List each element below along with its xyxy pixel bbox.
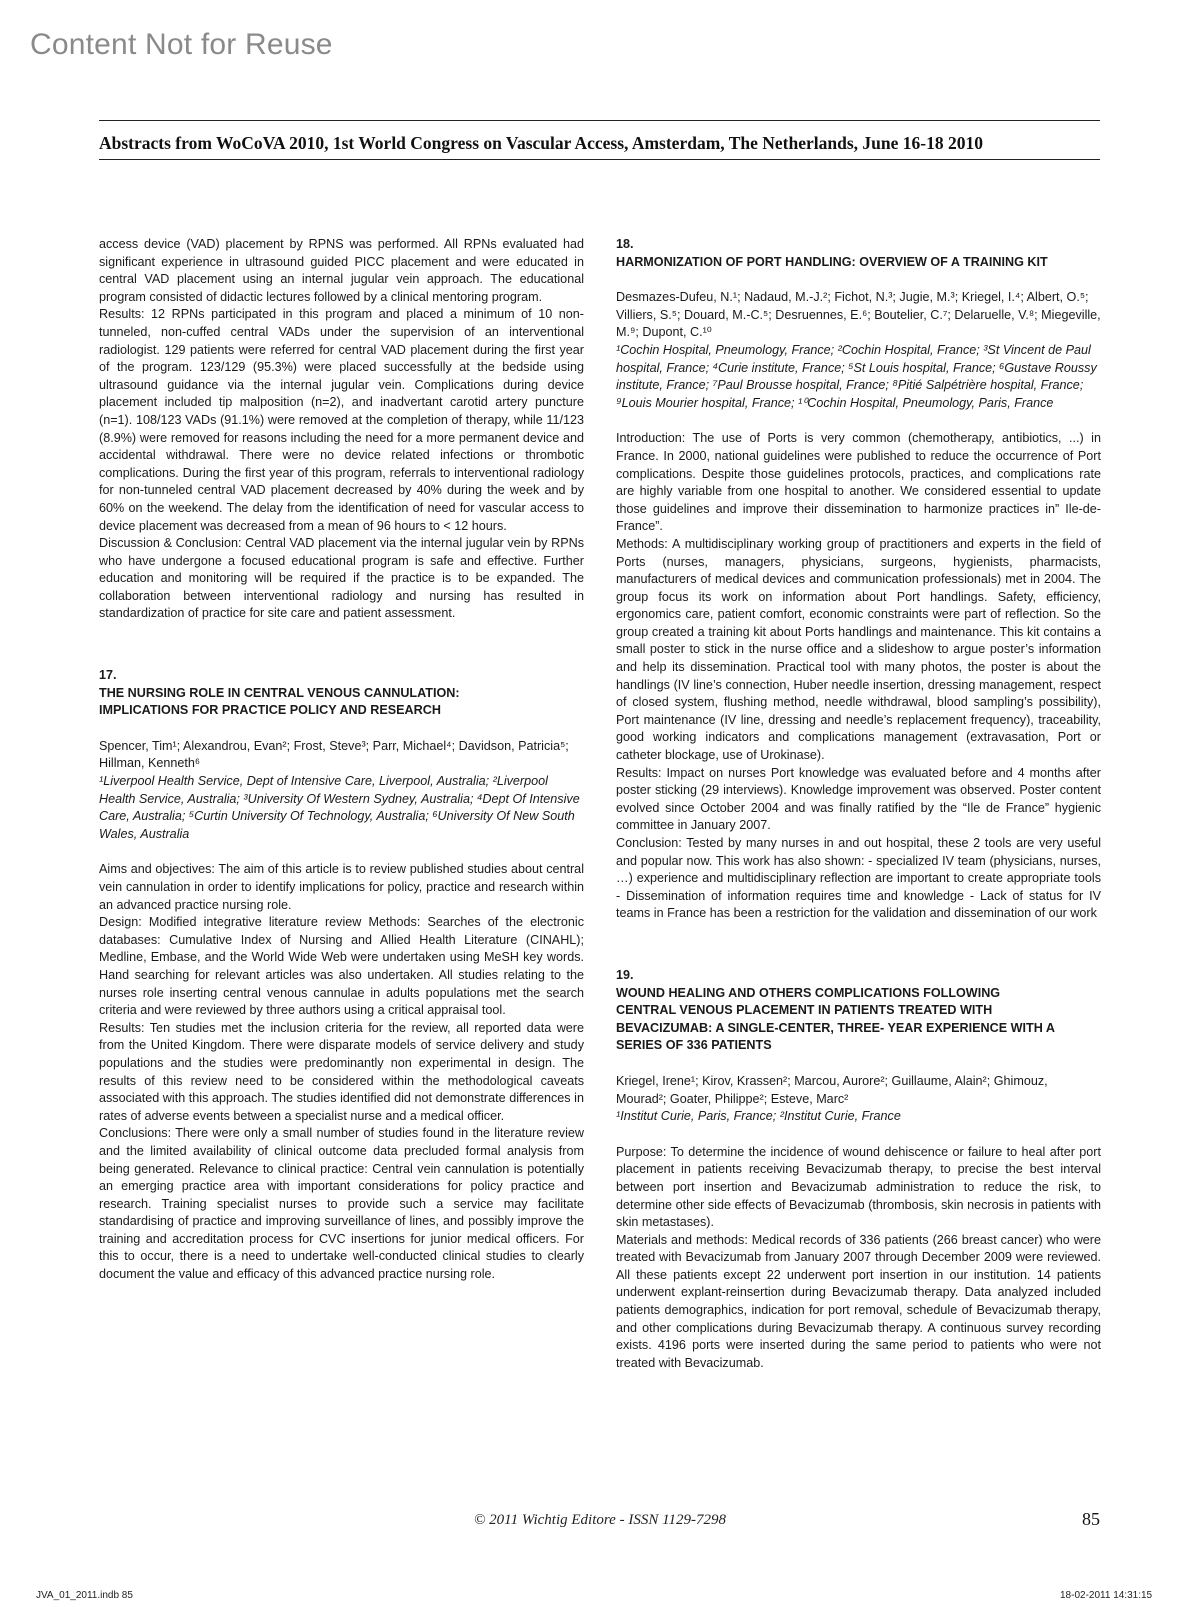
abstract-19-paragraph: Materials and methods: Medical records of 336 patients (266 breast cancer) who were treated with Bevacizumab from January 2007 through December 2009 were reviewed. All these patients except 22 underwent port insertion in our institution. 14 patients underwent explant-reinsertion during Bevacizumab therapy. Data analyzed included patients demographics, indication for port removal, schedule of Bevacizumab therapy, and other complications during Bevacizumab therapy. A continuous survey recording exists. 4196 ports were inserted during the same period to patients who were not treated with Bevacizumab. xyxy=(616,1232,1101,1370)
abstract-19-title: SERIES OF 336 PATIENTS xyxy=(616,1038,772,1053)
continuation-paragraph: Results: 12 RPNs participated in this program and placed a minimum of 10 non-tunneled, non-cuffed central VADs under the supervision of an interventional radiologist. 129 patients were referred for central VAD placement during the first year of the program. 123/129 (95.3%) were placed successfully at the bedside using ultrasound guidance via the internal jugular vein. Complications during device placement included tip malposition (n=2), and inadvertant carotid artery puncture (n=1). 108/123 VADs (91.1%) were removed at the completion of therapy, while 11/123 (8.9%) were removed for reasons including the need for a more permanent device and accidental withdrawal. There were no device related infections or thrombotic complications. During the first year of this program, referrals to interventional radiology for non-tunneled central VAD placement decreased by 40% during the week and by 60% on the weekend. The delay from the identification of need for vascular access to device placement was decreased from a mean of 96 hours to < 12 hours. xyxy=(99,307,584,533)
abstract-19-paragraph: Purpose: To determine the incidence of wound dehiscence or failure to heal after port placement in patients receiving Bevacizumab therapy, to precise the best interval between port insertion and Bevacizumab administration to reduce the risk, to determine other side effects of Bevacizumab (thrombosis, skin necrosis in patients with skin metastases). xyxy=(616,1144,1101,1230)
abstract-18-paragraph: Methods: A multidisciplinary working group of practitioners and experts in the field of Ports (nurses, managers, physicians, surgeons, hygienists, pharmacists, manufacturers of medical devices and communication professionals) met in 2004. The group focus its work on information about Port handlings. Safety, efficiency, ergonomics care, patient comfort, economic constraints were part of reflection. So the group created a training kit about Ports handlings and maintenance. This kit contains a small poster to stick in the nurse office and a slideshow to argue poster’s information and help its dissemination. Practical tool with many photos, the poster is about the handlings (IV line’s connection, Huber needle insertion, dressing management, respect of closed system, flushing method, needle withdrawal, blood sampling’s possibility), Port maintenance (IV line, dressing and needle’s replacement frequency), traceability, good working indicators and complications management (extravasation, Port or catheter blockage, use of Urokinase). xyxy=(616,536,1101,763)
abstract-18-authors: Desmazes-Dufeu, N.¹; Nadaud, M.-J.²; Fichot, N.³; Jugie, M.³; Kriegel, I.⁴; Albert, O.⁵; Villiers, S.⁵; Douard, M.-C.⁵; Desruennes, E.⁶; Boutelier, C.⁷; Delaruelle, V.⁸; Miegeville, M.⁹; Dupont, C.¹⁰ xyxy=(616,290,1101,340)
abstract-18-affiliations: ¹Cochin Hospital, Pneumology, France; ²Cochin Hospital, France; ³St Vincent de Paul hospital, France; ⁴Curie institute, France; ⁵St Louis hospital, France; ⁶Gustave Roussy institute, France; ⁷Paul Brousse hospital, France; ⁸Pitié Salpétrière hospital, France; ⁹Louis Mourier hospital, France; ¹⁰Cochin Hospital, Pneumology, Paris, France xyxy=(616,342,1097,410)
abstract-17-authors: Spencer, Tim¹; Alexandrou, Evan²; Frost, Steve³; Parr, Michael⁴; Davidson, Patricia⁵; Hillman, Kenneth⁶ xyxy=(99,738,569,771)
abstract-17-title: THE NURSING ROLE IN CENTRAL VENOUS CANNULATION: xyxy=(99,685,460,700)
footer-copyright: © 2011 Wichtig Editore - ISSN 1129-7298 xyxy=(474,1512,726,1528)
abstract-18-paragraph: Introduction: The use of Ports is very common (chemotherapy, antibiotics, ...) in France. In 2000, national guidelines were published to reduce the occurrence of Port complications. Despite those guidelines protocols, practices, and complications rate are highly variable from one hospital to another. We considered essential to update those guidelines and improve their dissemination to harmonize practices in” Ile-de-France”. xyxy=(616,431,1101,534)
abstract-19-affiliations: ¹Institut Curie, Paris, France; ²Institut Curie, France xyxy=(616,1109,901,1124)
abstract-18-number: 18. xyxy=(616,237,634,251)
abstract-18-title: HARMONIZATION OF PORT HANDLING: OVERVIEW OF A TRAINING KIT xyxy=(616,254,1048,269)
abstract-19-title: BEVACIZUMAB: A SINGLE-CENTER, THREE- YEAR EXPERIENCE WITH A xyxy=(616,1020,1055,1035)
continuation-paragraph: access device (VAD) placement by RPNS was performed. All RPNs evaluated had significant experience in ultrasound guided PICC placement and were educated in central VAD placement using an internal jugular vein approach. The educational program consisted of didactic lectures followed by a clinical mentoring program. xyxy=(99,237,584,304)
print-slug-file: JVA_01_2011.indb 85 xyxy=(36,1590,133,1601)
abstract-17-paragraph: Conclusions: There were only a small number of studies found in the literature review and the limited availability of clinical outcome data precluded formal analysis from being generated. Relevance to clinical practice: Central vein cannulation is potentially an emerging practice area with important considerations for policy practice and research. Training specialist nurses to provide such a service may facilitate standardising of practice and improving surveillance of lines, and possibly improve the training and accreditation process for CVC insertions for junior medical officers. For this to occur, there is a need to undertake well-conducted clinical studies to clearly document the value and efficacy of this advanced practice nursing role. xyxy=(99,1126,584,1282)
journal-header-title: Abstracts from WoCoVA 2010, 1st World Congress on Vascular Access, Amsterdam, The Netherlands, June 16-18 2010 xyxy=(99,133,983,153)
abstract-18-paragraph: Conclusion: Tested by many nurses in and out hospital, these 2 tools are very useful and popular now. This work has also shown: - specialized IV team (physicians, nurses, …) experience and multidisciplinary reflection are important to create appropriate tools - Dissemination of information requires time and knowledge - Lack of status for IV teams in France has been a restriction for the validation and dissemination of our work xyxy=(616,836,1101,921)
abstract-17-title: IMPLICATIONS FOR PRACTICE POLICY AND RESEARCH xyxy=(99,703,441,718)
abstract-19-title: CENTRAL VENOUS PLACEMENT IN PATIENTS TREATED WITH xyxy=(616,1003,993,1018)
left-column xyxy=(99,236,584,1284)
abstract-19-title: WOUND HEALING AND OTHERS COMPLICATIONS FOLLOWING xyxy=(616,985,1001,1000)
abstract-17-paragraph: Aims and objectives: The aim of this article is to review published studies about central vein cannulation in order to identify implications for policy, practice and research within an advanced practice nursing role. xyxy=(99,862,584,912)
abstract-18-paragraph: Results: Impact on nurses Port knowledge was evaluated before and 4 months after poster sticking (29 interviews). Knowledge improvement was observed. Poster content evolved since October 2004 and was finally ratified by the “Ile de France” hygienic committee in January 2007. xyxy=(616,765,1101,833)
abstract-17-affiliations: ¹Liverpool Health Service, Dept of Intensive Care, Liverpool, Australia; ²Liverpool Health Service, Australia; ³University Of Western Sydney, Australia; ⁴Dept Of Intensive Care, Australia; ⁵Curtin University Of Technology, Australia; ⁶University Of New South Wales, Australia xyxy=(99,774,580,841)
continuation-paragraph: Discussion & Conclusion: Central VAD placement via the internal jugular vein by RPNs who have undergone a focused educational program is safe and effective. Further education and monitoring will be required if the practice is to be expanded. The collaboration between interventional radiology and nursing has resulted in standardization of practice for site care and patient assessment. xyxy=(99,536,584,621)
abstract-17-number: 17. xyxy=(99,668,117,683)
watermark: Content Not for Reuse xyxy=(30,28,333,61)
abstract-17-paragraph: Results: Ten studies met the inclusion criteria for the review, all reported data were from the United Kingdom. There were disparate models of service delivery and study populations and the studies were predominantly non experimental in design. The results of this review need to be considered within the methodological caveats associated with this approach. The studies identified did not demonstrate differences in rates of adverse events between a specialist nurse and a medical officer. xyxy=(99,1020,584,1123)
abstract-19-authors: Kriegel, Irene¹; Kirov, Krassen²; Marcou, Aurore²; Guillaume, Alain²; Ghimouz, Mourad²; Goater, Philippe²; Esteve, Marc² xyxy=(616,1073,1048,1106)
print-slug-timestamp: 18-02-2011 14:31:15 xyxy=(1060,1590,1153,1601)
page-number: 85 xyxy=(1082,1509,1100,1529)
header-bottom-rule xyxy=(99,159,1100,160)
right-column xyxy=(616,236,1101,1372)
header-top-rule xyxy=(99,120,1100,121)
abstract-17-paragraph: Design: Modified integrative literature review Methods: Searches of the electronic databases: Cumulative Index of Nursing and Allied Health Literature (CINAHL); Medline, Embase, and the World Wide Web were undertaken using MeSH key words. Hand searching for relevant articles was also undertaken. All studies relating to the nurses role inserting central venous cannulae in adults populations met the search criteria and were reviewed by three authors using a critical appraisal tool. xyxy=(99,915,584,1018)
abstract-19-number: 19. xyxy=(616,967,634,982)
